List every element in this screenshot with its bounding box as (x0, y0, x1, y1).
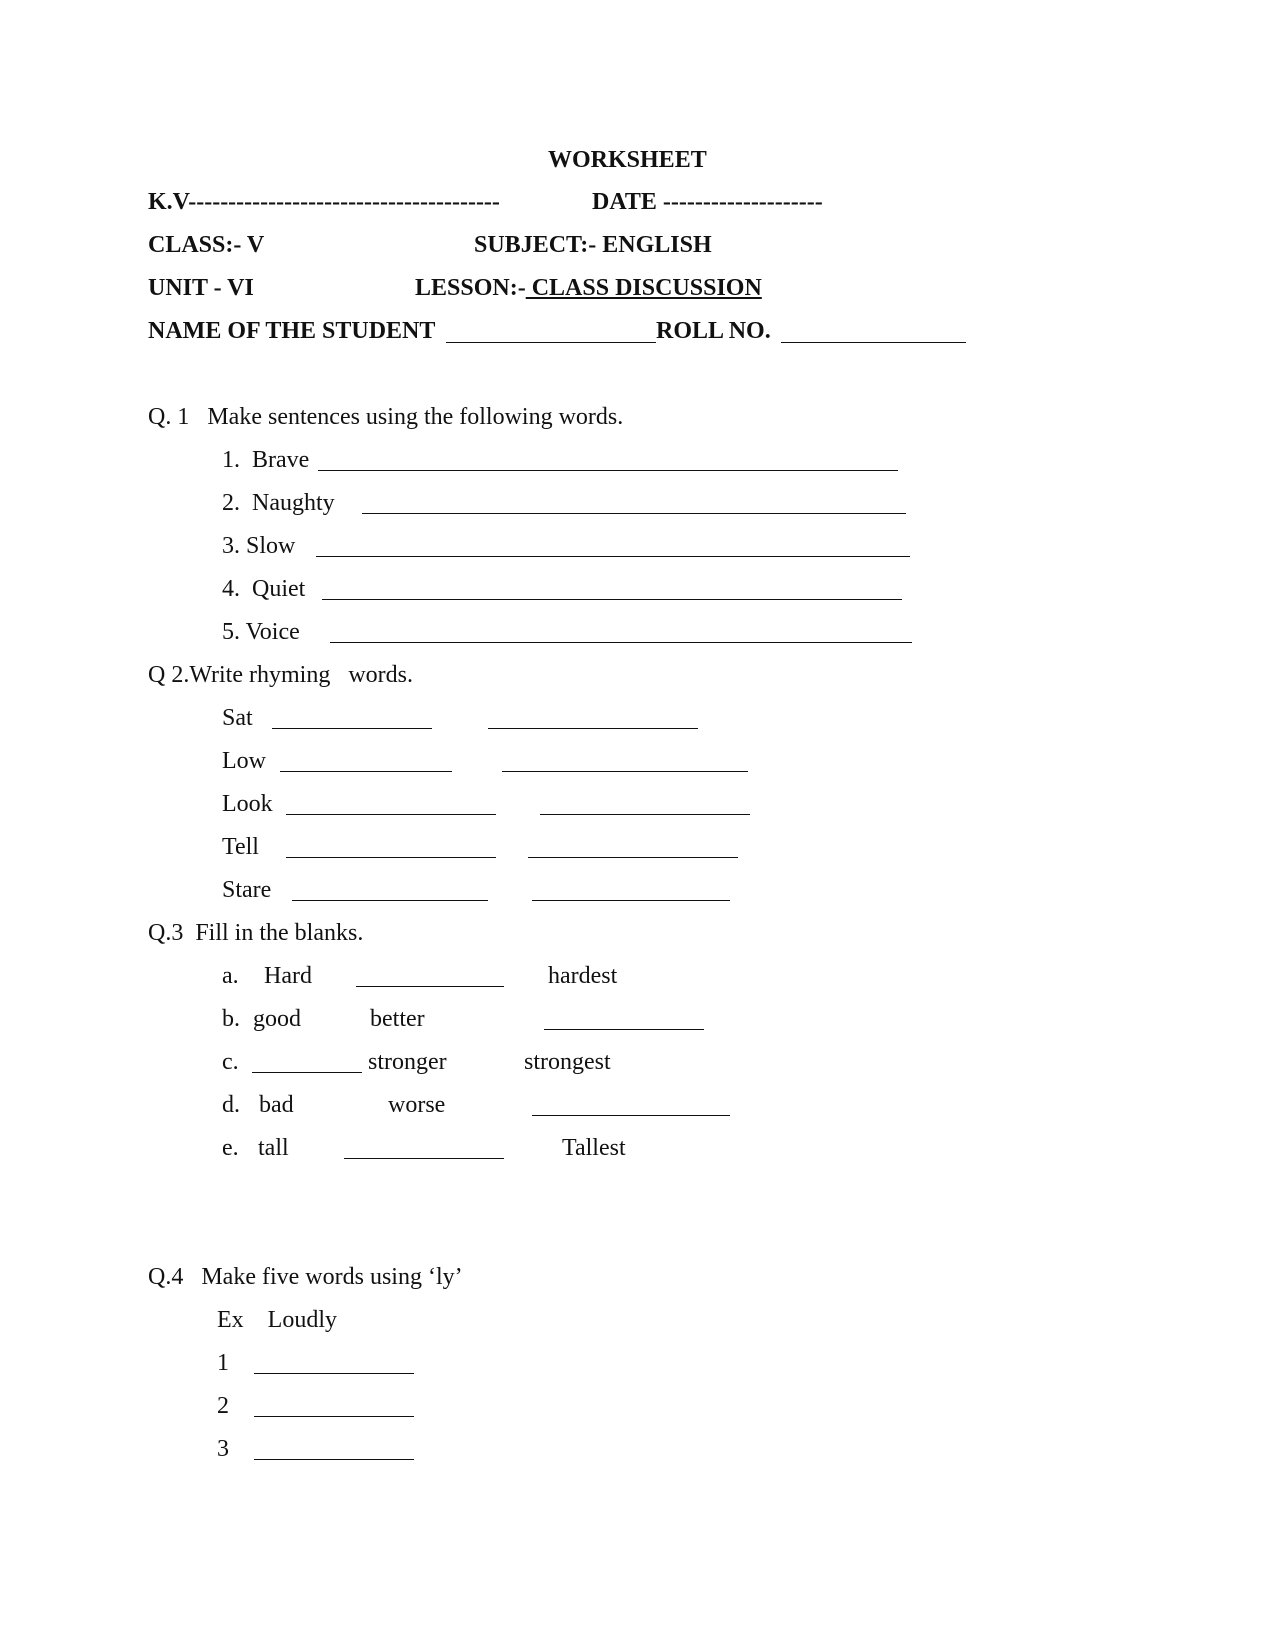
q1-answer-blank[interactable] (330, 642, 912, 643)
q2-rhyme-blank[interactable] (540, 814, 750, 815)
subject-label: SUBJECT:- ENGLISH (474, 232, 712, 258)
class-label: CLASS:- V (148, 232, 265, 258)
q3-letter: e. (222, 1135, 239, 1161)
q4-blank[interactable] (254, 1373, 414, 1374)
q3-letter: a. (222, 963, 239, 989)
student-name-label: NAME OF THE STUDENT (148, 318, 436, 344)
q1-answer-blank[interactable] (322, 599, 902, 600)
q2-word: Low (222, 748, 266, 774)
roll-no-blank[interactable] (781, 342, 966, 343)
q2-rhyme-blank[interactable] (280, 771, 452, 772)
q4-number: 1 (217, 1350, 229, 1376)
q3-word: Tallest (562, 1135, 626, 1161)
q2-word: Stare (222, 877, 272, 903)
q3-letter: d. (222, 1092, 240, 1118)
lesson-field (415, 274, 762, 302)
q2-prompt: Q 2.Write rhyming words. (148, 662, 413, 688)
q1-answer-blank[interactable] (318, 470, 898, 471)
q2-word: Look (222, 791, 273, 817)
q2-rhyme-blank[interactable] (272, 728, 432, 729)
unit-label: UNIT - VI (148, 275, 254, 301)
q3-prompt: Q.3 Fill in the blanks. (148, 920, 364, 946)
q4-number: 3 (217, 1436, 229, 1462)
q1-answer-blank[interactable] (362, 513, 906, 514)
q3-word: strongest (524, 1049, 611, 1075)
q3-letter: b. (222, 1006, 240, 1032)
q1-item: 5. Voice (222, 619, 300, 645)
lesson-label: LESSON:- (415, 275, 526, 301)
q3-word: tall (258, 1135, 289, 1161)
q1-item: 4. Quiet (222, 576, 306, 602)
q2-word: Sat (222, 705, 253, 731)
q3-blank[interactable] (344, 1158, 504, 1159)
q3-word: stronger (368, 1049, 447, 1075)
q3-blank[interactable] (252, 1072, 362, 1073)
q3-word: hardest (548, 963, 618, 989)
student-name-blank[interactable] (446, 342, 656, 343)
q1-item: 2. Naughty (222, 490, 335, 516)
q1-item: 3. Slow (222, 533, 296, 559)
q3-blank[interactable] (356, 986, 504, 987)
worksheet-title: WORKSHEET (548, 147, 707, 173)
q2-word: Tell (222, 834, 259, 860)
q3-word: better (370, 1006, 425, 1032)
q2-rhyme-blank[interactable] (532, 900, 730, 901)
roll-no-label: ROLL NO. (656, 318, 771, 344)
q1-answer-blank[interactable] (316, 556, 910, 557)
q3-blank[interactable] (544, 1029, 704, 1030)
q4-example: Ex Loudly (217, 1307, 337, 1333)
q2-rhyme-blank[interactable] (286, 814, 496, 815)
q3-word: Hard (264, 963, 312, 989)
q1-item: 1. Brave (222, 447, 310, 473)
q2-rhyme-blank[interactable] (292, 900, 488, 901)
q3-letter: c. (222, 1049, 239, 1075)
lesson-value: CLASS DISCUSSION (525, 275, 762, 301)
kv-field: K.V--------------------------------------- (148, 189, 500, 215)
q2-rhyme-blank[interactable] (286, 857, 496, 858)
q3-word: good (253, 1006, 301, 1032)
q3-word: bad (259, 1092, 294, 1118)
q2-rhyme-blank[interactable] (502, 771, 748, 772)
q3-blank[interactable] (532, 1115, 730, 1116)
q4-blank[interactable] (254, 1459, 414, 1460)
q3-word: worse (388, 1092, 446, 1118)
q4-prompt: Q.4 Make five words using ‘ly’ (148, 1264, 463, 1290)
q4-blank[interactable] (254, 1416, 414, 1417)
q1-prompt: Q. 1 Make sentences using the following words. (148, 404, 624, 430)
q2-rhyme-blank[interactable] (488, 728, 698, 729)
q2-rhyme-blank[interactable] (528, 857, 738, 858)
q4-number: 2 (217, 1393, 229, 1419)
date-field: DATE -------------------- (592, 189, 823, 215)
